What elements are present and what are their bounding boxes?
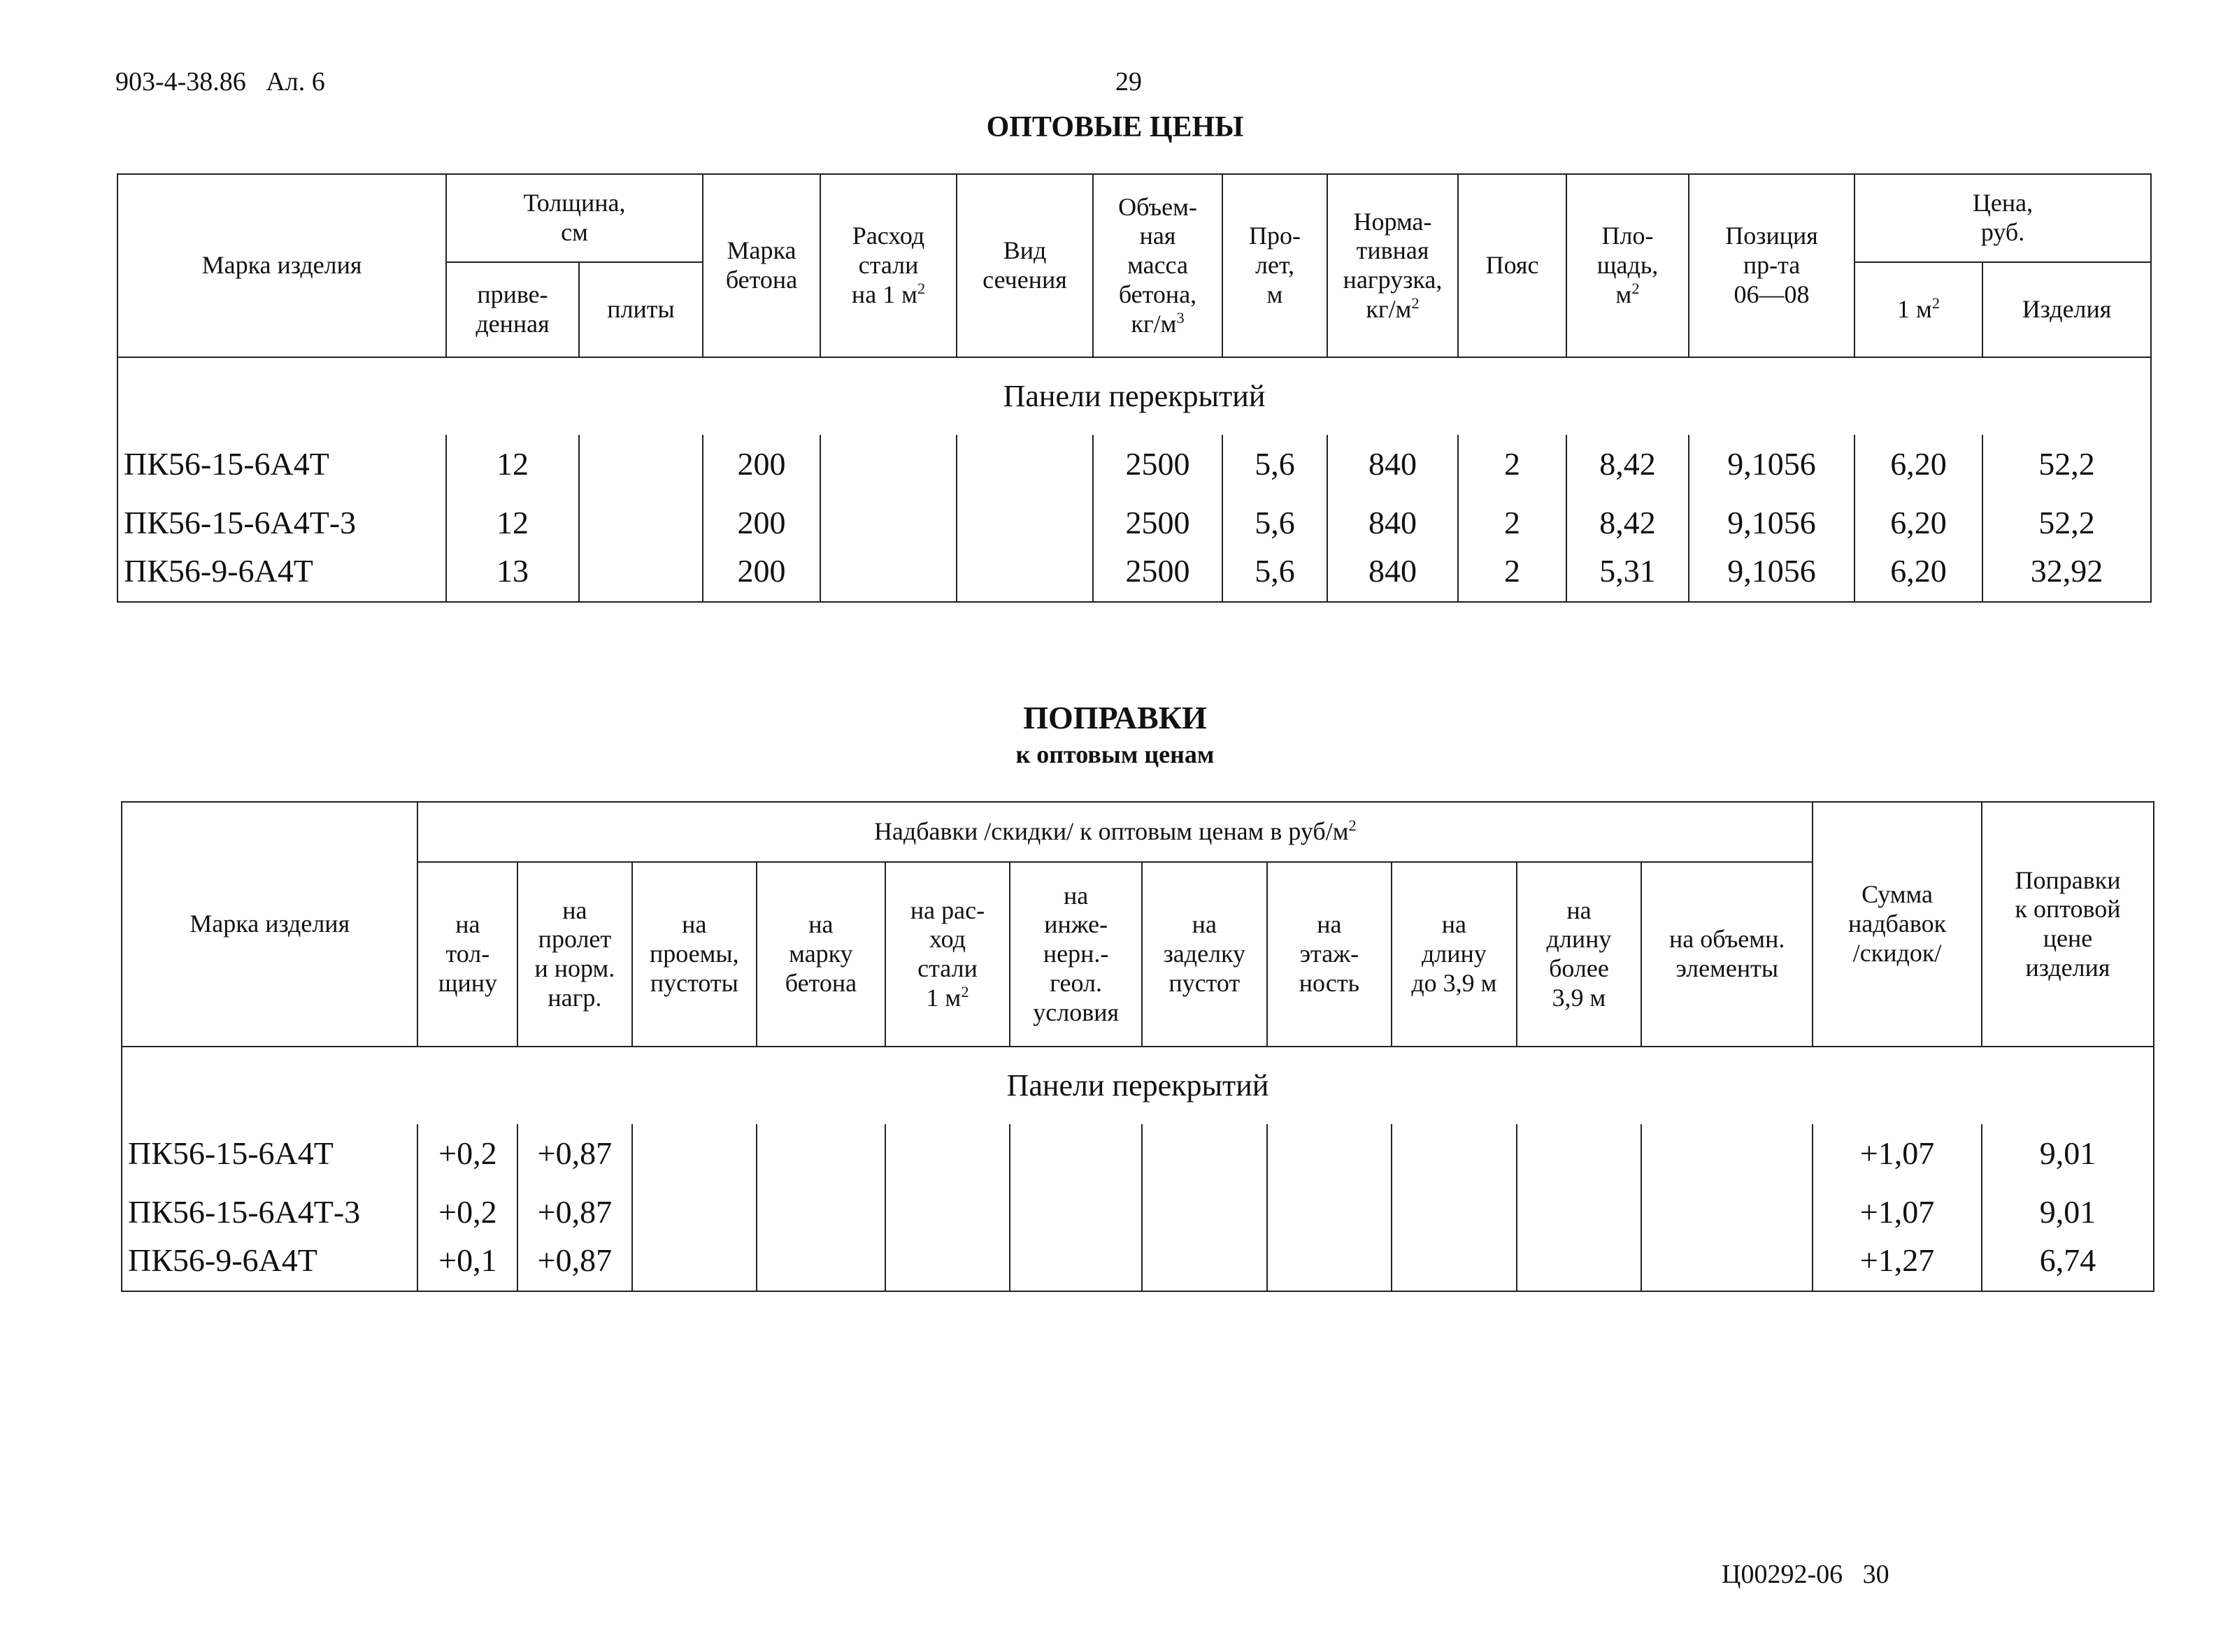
cell-empty (885, 1124, 1010, 1183)
document-code (115, 66, 325, 97)
cell-load: 840 (1327, 435, 1458, 494)
cell-mark: ПК56-9-6А4Т (117, 552, 446, 602)
cell-empty (757, 1242, 885, 1291)
corrections-subtitle: к оптовым ценам (1015, 740, 1215, 768)
col-thickness: Толщина, см (446, 174, 703, 262)
cell-empty (885, 1242, 1010, 1291)
cell-density: 2500 (1093, 435, 1222, 494)
col-sealing: на заделку пустот (1142, 862, 1267, 1047)
corrections-table (121, 801, 2154, 1292)
col-load: Норма- тивная нагрузка, $кг/м^2$ (1327, 174, 1458, 357)
footer-page: 30 (1862, 1560, 1889, 1589)
cell-zone: 2 (1458, 552, 1566, 602)
col-length-long: на длину более 3,9 м (1517, 862, 1642, 1047)
cell-slab (579, 552, 703, 602)
table-row (122, 1124, 2154, 1183)
col-zone: Пояс (1458, 174, 1566, 357)
col-thickness-slab: плиты (579, 262, 703, 357)
cell-span: 5,6 (1222, 435, 1327, 494)
table-row (122, 1183, 2154, 1242)
col-span-load: на пролет и норм. нагр. (517, 862, 631, 1047)
col-volumetric: на объемн. элементы (1641, 862, 1813, 1047)
cell-steel (820, 435, 957, 494)
cell-empty (1392, 1183, 1517, 1242)
cell-section (957, 552, 1093, 602)
col-price: Цена, руб. (1854, 174, 2151, 262)
cell-empty (1010, 1124, 1142, 1183)
cell-empty (632, 1183, 757, 1242)
prices-table (117, 173, 2152, 603)
cell-empty (1517, 1242, 1642, 1291)
table-row (117, 494, 2151, 552)
cell-zone: 2 (1458, 435, 1566, 494)
col-adjustment: Поправки к оптовой цене изделия (1982, 802, 2154, 1047)
cell-reduced: 12 (446, 494, 579, 552)
col-position: Позиция пр-та 06—08 (1689, 174, 1854, 357)
table-row (122, 1242, 2154, 1291)
cell-empty (632, 1242, 757, 1291)
cell-adjustment: 6,74 (1982, 1242, 2154, 1291)
cell-adjustment: 9,01 (1982, 1183, 2154, 1242)
cell-empty (1142, 1124, 1267, 1183)
cell-area: 5,31 (1566, 552, 1689, 602)
col-price-item: Изделия (1982, 262, 2151, 357)
col-steel: на рас- ход стали 1 $м^2$ (885, 862, 1010, 1047)
cell-empty (1641, 1124, 1813, 1183)
cell-area: 8,42 (1566, 494, 1689, 552)
cell-position: 9,1056 (1689, 435, 1854, 494)
cell-concrete: 200 (703, 494, 820, 552)
cell-zone: 2 (1458, 494, 1566, 552)
col-group: Надбавки /скидки/ к оптовым ценам в руб/$м^2$ (417, 802, 1813, 862)
cell-mark: ПК56-9-6А4Т (122, 1242, 417, 1291)
cell-empty (632, 1124, 757, 1183)
section-label: Панели перекрытий (122, 1047, 2154, 1124)
cell-steel (820, 494, 957, 552)
table-row (117, 435, 2151, 494)
cell-sum: +1,07 (1813, 1124, 1982, 1183)
cell-steel (820, 552, 957, 602)
cell-empty (1517, 1124, 1642, 1183)
cell-load: 840 (1327, 552, 1458, 602)
cell-price-item: 32,92 (1982, 552, 2151, 602)
col-thickness-reduced: приве- денная (446, 262, 579, 357)
col-area: Пло- щадь, $м^2$ (1566, 174, 1689, 357)
cell-mark: ПК56-15-6А4Т-3 (117, 494, 446, 552)
cell-thickness: +0,1 (417, 1242, 517, 1291)
cell-empty (1517, 1183, 1642, 1242)
col-density: Объем- ная масса бетона, $кг/м^3$ (1093, 174, 1222, 357)
cell-area: 8,42 (1566, 435, 1689, 494)
cell-density: 2500 (1093, 494, 1222, 552)
cell-position: 9,1056 (1689, 494, 1854, 552)
col-concrete: Марка бетона (703, 174, 820, 357)
col-floors: на этаж- ность (1267, 862, 1392, 1047)
cell-empty (1641, 1183, 1813, 1242)
col-openings: на проемы, пустоты (632, 862, 757, 1047)
col-geology: на инже- нерн.- геол. условия (1010, 862, 1142, 1047)
cell-span: 5,6 (1222, 552, 1327, 602)
cell-span: 5,6 (1222, 494, 1327, 552)
cell-empty (885, 1183, 1010, 1242)
cell-price-m2: 6,20 (1854, 494, 1982, 552)
col-section: Вид сечения (957, 174, 1093, 357)
cell-empty (1010, 1183, 1142, 1242)
cell-thickness: +0,2 (417, 1183, 517, 1242)
cell-empty (1142, 1183, 1267, 1242)
footer-code: Ц00292-06 (1722, 1560, 1843, 1589)
cell-empty (1267, 1242, 1392, 1291)
prices-title: ОПТОВЫЕ ЦЕНЫ (986, 111, 1244, 143)
cell-price-m2: 6,20 (1854, 435, 1982, 494)
cell-load: 840 (1327, 494, 1458, 552)
col-sum: Сумма надбавок /скидок/ (1813, 802, 1982, 1047)
cell-empty (1641, 1242, 1813, 1291)
col-price-m2: 1 $м^2$ (1854, 262, 1982, 357)
cell-span-load: +0,87 (517, 1124, 631, 1183)
col-mark: Марка изделия (117, 174, 446, 357)
cell-empty (1392, 1242, 1517, 1291)
cell-empty (1267, 1183, 1392, 1242)
col-concrete: на марку бетона (757, 862, 885, 1047)
cell-span-load: +0,87 (517, 1242, 631, 1291)
cell-section (957, 435, 1093, 494)
cell-sum: +1,27 (1813, 1242, 1982, 1291)
doc-code: 903-4-38.86 (115, 67, 246, 96)
section-label: Панели перекрытий (117, 357, 2151, 435)
cell-thickness: +0,2 (417, 1124, 517, 1183)
cell-empty (757, 1183, 885, 1242)
cell-section (957, 494, 1093, 552)
cell-price-m2: 6,20 (1854, 552, 1982, 602)
cell-concrete: 200 (703, 552, 820, 602)
corrections-title: ПОПРАВКИ (1023, 700, 1207, 735)
cell-mark: ПК56-15-6А4Т (117, 435, 446, 494)
cell-mark: ПК56-15-6А4Т (122, 1124, 417, 1183)
col-thickness: на тол- щину (417, 862, 517, 1047)
cell-empty (1392, 1124, 1517, 1183)
cell-adjustment: 9,01 (1982, 1124, 2154, 1183)
cell-sum: +1,07 (1813, 1183, 1982, 1242)
cell-mark: ПК56-15-6А4Т-3 (122, 1183, 417, 1242)
cell-position: 9,1056 (1689, 552, 1854, 602)
cell-price-item: 52,2 (1982, 494, 2151, 552)
cell-empty (1267, 1124, 1392, 1183)
col-steel: Расход стали на 1 $м^2$ (820, 174, 957, 357)
album-label: Ал. 6 (266, 67, 325, 96)
page-number: 29 (1115, 67, 1142, 96)
cell-span-load: +0,87 (517, 1183, 631, 1242)
cell-empty (757, 1124, 885, 1183)
table-row (117, 552, 2151, 602)
col-length-short: на длину до 3,9 м (1392, 862, 1517, 1047)
cell-slab (579, 435, 703, 494)
cell-slab (579, 494, 703, 552)
cell-reduced: 13 (446, 552, 579, 602)
cell-concrete: 200 (703, 435, 820, 494)
cell-reduced: 12 (446, 435, 579, 494)
col-mark: Марка изделия (122, 802, 417, 1047)
cell-empty (1010, 1242, 1142, 1291)
col-span: Про- лет, м (1222, 174, 1327, 357)
cell-empty (1142, 1242, 1267, 1291)
cell-density: 2500 (1093, 552, 1222, 602)
footer (1722, 1559, 1889, 1590)
cell-price-item: 52,2 (1982, 435, 2151, 494)
